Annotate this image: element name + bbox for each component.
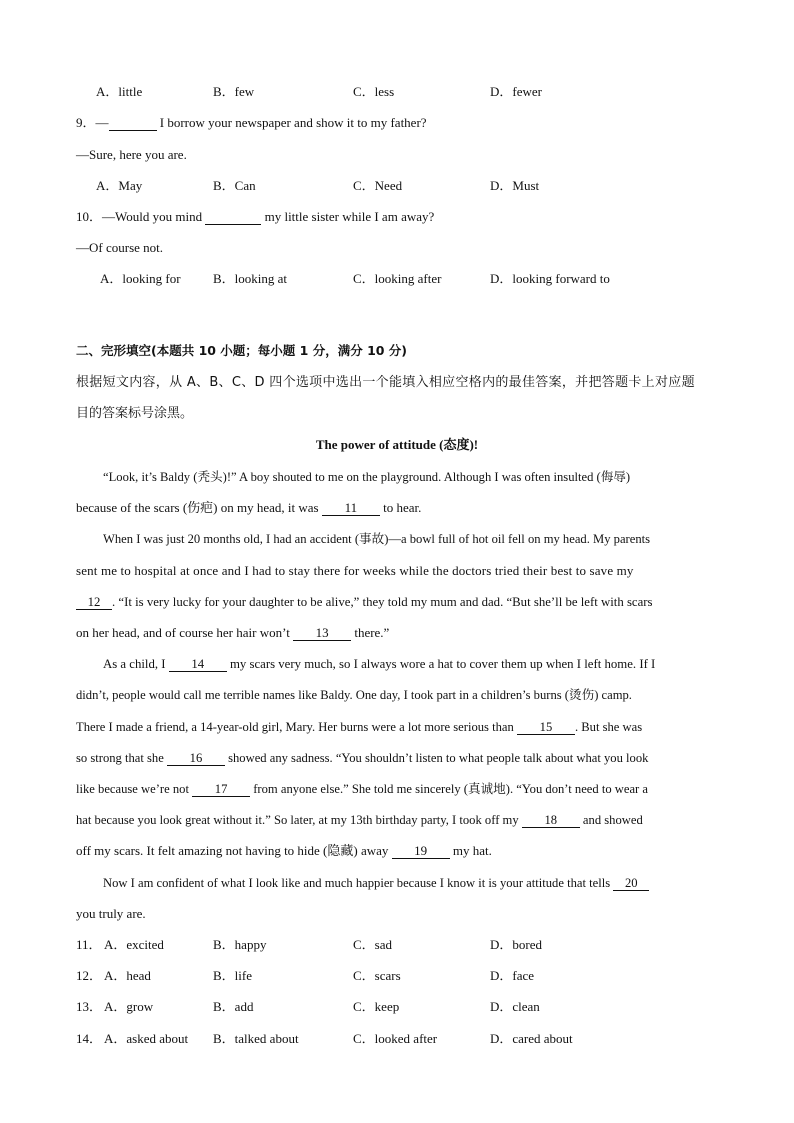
q13-option-b: B．add	[213, 999, 254, 1014]
q11-option-c: C．sad	[353, 937, 393, 952]
q10-number: 10．	[76, 209, 103, 224]
blank-14: 14	[169, 657, 227, 672]
q11-option-a: A．excited	[104, 937, 164, 952]
q14-option-d: D．cared about	[490, 1031, 573, 1046]
q12-option-c: C．scars	[353, 968, 401, 983]
passage-text: to hear.	[379, 500, 422, 515]
passage-text: so strong that she	[76, 751, 167, 765]
blank-11: 11	[322, 501, 380, 516]
q9-option-c: C．Need	[353, 178, 403, 193]
passage-title: The power of attitude (态度)!	[315, 437, 479, 452]
section2-instruction-2: 目的答案标号涂黑。	[76, 406, 194, 421]
passage-line-13	[76, 843, 718, 859]
q13-option-c: C．keep	[353, 999, 400, 1014]
question-number: 11．	[76, 937, 102, 952]
question-number: 14．	[76, 1031, 103, 1046]
passage-text: There I made a friend, a 14-year-old girl, Mary. Her burns were a lot more serious than	[76, 720, 517, 734]
q9-option-b: B．Can	[213, 178, 256, 193]
q11-option-b: B．happy	[213, 937, 267, 952]
q9-number: 9．	[76, 115, 96, 130]
passage-text: on her head, and of course her hair won’t	[76, 625, 294, 640]
passage-line-11	[76, 781, 718, 797]
passage-text: from anyone else.” She told me sincerely (真诚地). “You don’t need to wear a	[250, 782, 648, 796]
passage-text: . “It is very lucky for your daughter to be alive,” they told my mum and dad. “But she’ll be left with scars	[112, 595, 653, 609]
passage-line-5	[76, 594, 718, 610]
passage-line-8: didn’t, people would call me terrible names like Baldy. One day, I took part in a children’s burns (烫伤) camp.	[76, 688, 632, 702]
passage-line-3: When I was just 20 months old, I had an accident (事故)—a bowl full of hot oil fell on my head. My parents	[103, 532, 651, 546]
q10-option-c: C．looking after	[353, 271, 442, 286]
passage-text: . But she was	[574, 720, 643, 734]
passage-text: there.”	[351, 625, 390, 640]
question-number: 13．	[76, 999, 103, 1014]
q12-option-b: B．life	[213, 968, 252, 983]
passage-line-7	[103, 656, 718, 672]
passage-text: showed any sadness. “You shouldn’t listen to what people talk about what you look	[224, 751, 649, 765]
passage-line-9	[76, 719, 718, 735]
q12-option-d: D．face	[490, 968, 535, 983]
q14-option-c: C．looked after	[353, 1031, 438, 1046]
passage-text: because of the scars (伤疤) on my head, it was	[76, 500, 322, 515]
q8-option-a: A．little	[96, 84, 143, 99]
q10-blank	[205, 210, 261, 225]
blank-15: 15	[517, 720, 575, 735]
section2-instruction-1: 根据短文内容，从 A、B、C、D 四个选项中选出一个能填入相应空格内的最佳答案，并把答题卡上对应题	[76, 375, 695, 390]
q8-option-c: C．less	[353, 84, 395, 99]
passage-text: hat because you look great without it.” So later, at my 13th birthday party, I took off my	[76, 813, 522, 827]
passage-line-4: sent me to hospital at once and I had to stay there for weeks while the doctors tried their best to save my	[76, 563, 634, 578]
blank-20: 20	[613, 876, 649, 891]
passage-line-14	[103, 875, 718, 891]
passage-text: my scars very much, so I always wore a hat to cover them up when I left home. If I	[226, 657, 656, 671]
q9-option-a: A．May	[96, 178, 143, 193]
passage-line-15: you truly are.	[76, 906, 146, 921]
q10-option-d: D．looking forward to	[490, 271, 610, 286]
passage-line-12	[76, 812, 718, 828]
blank-19: 19	[392, 844, 450, 859]
q10-post: my little sister while I am away?	[261, 209, 435, 224]
q9-text: I borrow your newspaper and show it to my father?	[156, 115, 427, 130]
section2-heading: 二、完形填空(本题共 10 小题；每小题 1 分，满分 10 分)	[76, 343, 408, 358]
passage-text: like because we’re not	[76, 782, 193, 796]
passage-text: my hat.	[449, 843, 492, 858]
passage-text: and showed	[579, 813, 643, 827]
passage-text: off my scars. It felt amazing not having to hide (隐藏) away	[76, 843, 392, 858]
passage-line-6	[76, 625, 718, 641]
q9-dash: —	[95, 115, 109, 130]
q11-option-d: D．bored	[490, 937, 542, 952]
blank-18: 18	[522, 813, 580, 828]
question-number: 12．	[76, 968, 103, 983]
q8-option-b: B．few	[213, 84, 255, 99]
q10-option-b: B．looking at	[213, 271, 288, 286]
passage-line-10	[76, 750, 718, 766]
q10-pre: —Would you mind	[102, 209, 206, 224]
q9-blank	[109, 116, 157, 131]
q9-answer: —Sure, here you are.	[76, 147, 187, 162]
passage-line-2	[76, 500, 718, 516]
q12-option-a: A．head	[104, 968, 151, 983]
q13-option-a: A．grow	[104, 999, 154, 1014]
blank-16: 16	[167, 751, 225, 766]
passage-line-1: “Look, it’s Baldy (秃头)!” A boy shouted to me on the playground. Although I was often insulted (侮辱)	[103, 470, 631, 484]
q9-stem	[76, 115, 427, 131]
q8-option-d: D．fewer	[490, 84, 542, 99]
q10-stem	[76, 209, 434, 225]
q14-option-b: B．talked about	[213, 1031, 299, 1046]
q10-option-a: A．looking for	[100, 271, 181, 286]
passage-text: As a child, I	[103, 657, 169, 671]
passage-text: Now I am confident of what I look like and much happier because I know it is your attitude that tells	[103, 876, 614, 890]
q14-option-a: A．asked about	[104, 1031, 189, 1046]
q9-option-d: D．Must	[490, 178, 540, 193]
blank-17: 17	[192, 782, 250, 797]
q10-answer: —Of course not.	[76, 240, 164, 255]
q13-option-d: D．clean	[490, 999, 540, 1014]
blank-13: 13	[293, 626, 351, 641]
blank-12: 12	[76, 595, 112, 610]
